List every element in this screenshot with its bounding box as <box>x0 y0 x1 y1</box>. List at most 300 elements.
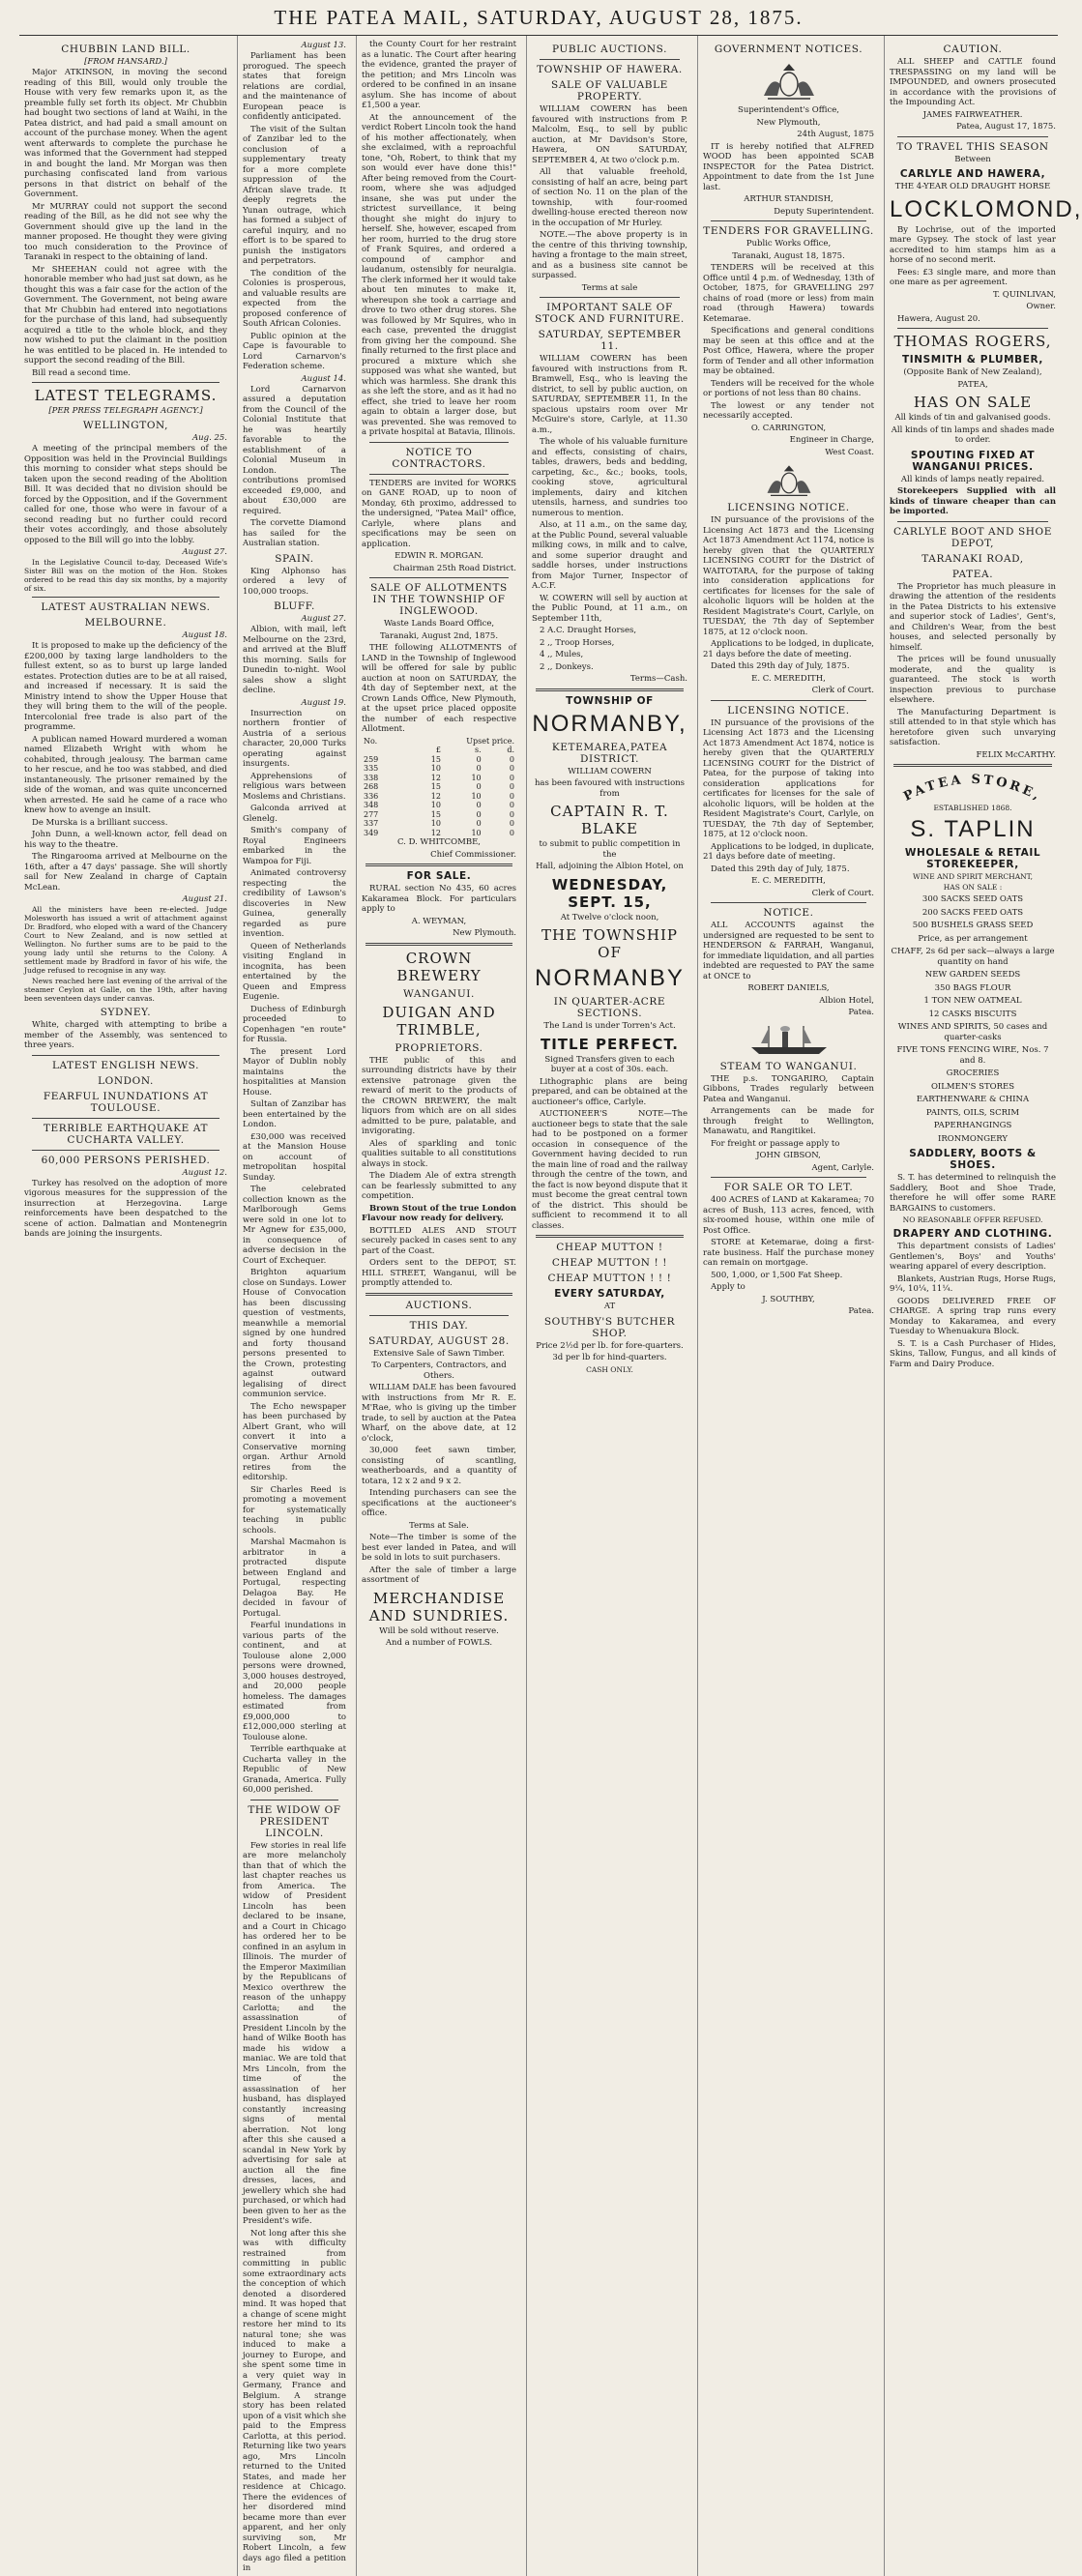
divider <box>366 1293 512 1296</box>
table-cell: 0 <box>509 828 514 837</box>
headline-normanby: NORMANBY, <box>532 710 687 737</box>
divider <box>369 474 509 475</box>
columns <box>19 36 1082 2573</box>
notice-paragraph: For freight or passage apply to <box>711 1138 840 1149</box>
table-header: Upset price. <box>466 736 514 746</box>
agency-note: [PER PRESS TELEGRAPH AGENCY.] <box>48 406 203 416</box>
article-paragraph: The condition of the Colonies is prosperous, and valuable results are expected from the proposed conference of South African Colonies. <box>243 268 346 329</box>
headline-licensing-2: LICENSING NOTICE. <box>727 704 850 717</box>
divider <box>897 328 1048 329</box>
dateline-date: August 18. <box>182 630 227 640</box>
table-cell: 0 <box>476 801 482 809</box>
ad-list-item: 2 ,, Donkeys. <box>540 661 594 672</box>
table-cell: 12 <box>430 773 441 782</box>
svg-text:PATEA STORE, <box>901 773 1044 804</box>
ad-paragraph: Intending purchasers can see the specifications at the auctioneer's office. <box>362 1488 516 1518</box>
notice-paragraph: 500, 1,000, or 1,500 Fat Sheep. <box>711 1270 843 1280</box>
headline-cheap-mutton-3: CHEAP MUTTON ! ! ! <box>547 1273 672 1284</box>
list-item: 12 CASKS BISCUITS <box>928 1009 1017 1019</box>
dateline-date: Aug. 25. <box>192 433 227 443</box>
headline-tinsmith: TINSMITH & PLUMBER, <box>901 354 1044 366</box>
table-cell: 348 <box>364 801 379 809</box>
article-paragraph: De Murska is a brilliant success. <box>32 817 168 828</box>
dateline-date: August 12. <box>182 1167 227 1178</box>
headline-carlyle-hawera: CARLYLE AND HAWERA, <box>899 168 1046 180</box>
headline-saddlery: SADDLERY, BOOTS & SHOES. <box>909 1148 1037 1171</box>
divider <box>897 136 1048 137</box>
article-paragraph: Apprehensions of religious wars between Moslems and Christians. <box>243 771 346 802</box>
ad-signature-title: Patea, August 17, 1875. <box>956 122 1056 132</box>
ad-paragraph: All kinds of tin and galvanised goods. <box>894 413 1051 423</box>
ad-list-item: 4 ,, Mules, <box>540 650 584 659</box>
ad-paragraph: Price 2½d per lb. for fore-quarters. <box>536 1340 684 1351</box>
column-6 <box>884 36 1082 2576</box>
ad-paragraph: Fees: £3 single mare, and more than one mare as per agreement. <box>890 267 1056 287</box>
article-paragraph: It is proposed to make up the deficiency of the £200,000 by taxing large landholders to the fullest extent, so as to burst up large landed estates. Protection duties are to be at all raised, and increased if necessary. It is said the Ministry intend to show the Upper House that they will bring them to the will of the people. Intercolonial free trade is also part of the programme. <box>24 641 227 732</box>
notice-paragraph: ALL ACCOUNTS against the undersigned are requested to be sent to HENDERSON & FARRAH, Wanganui, for immediate liquidation, and all parties indebted are requested to PAY the same at ONCE to <box>703 921 874 981</box>
list-item: IRONMONGERY <box>937 1133 1009 1144</box>
office-line: New Plymouth, <box>756 117 821 128</box>
list-item: GROCERIES <box>946 1068 1000 1078</box>
table-header-row <box>362 737 516 746</box>
notice-signature-title: West Coast. <box>825 447 874 457</box>
divider <box>366 943 512 946</box>
headline-hawera: TOWNSHIP OF HAWERA. <box>537 64 683 75</box>
ad-signature: FELIX McCARTHY. <box>976 749 1056 760</box>
ad-paragraph: All kinds of tin lamps and shades made to order. <box>891 424 1055 445</box>
headline-perished: 60,000 PERSONS PERISHED. <box>41 1154 211 1166</box>
article-paragraph: A publican named Howard murdered a woman named Elizabeth Wright with whom he cohabited, through jealousy. The barman came to her rescue, and he too was stabbed, and died instantaneously. The prisoner remained by the side of the woman, and was quite unconcerned when arrested. He said he came of a race who knew how to avenge an insult. <box>24 734 227 815</box>
article-paragraph: Lord Carnarvon assured a deputation from the Council of the Colonial Institute that he was heartily favorable to the establishment of a Colonial Museum in London. The contributions promised exceeded £9,000, and about £30,000 are required. <box>243 384 346 516</box>
headline-taplin: S. TAPLIN <box>910 816 1036 842</box>
column-4 <box>526 36 691 2576</box>
headline-earthquake: TERRIBLE EARTHQUAKE AT CUCHARTA VALLEY. <box>43 1122 209 1146</box>
ad-paragraph: This department consists of Ladies' Gentlemen's, Boys' and Youths' wearing apparel of every description. <box>890 1242 1056 1272</box>
table-cell: 0 <box>476 764 482 773</box>
ad-paragraph: HAS ON SALE : <box>943 883 1003 892</box>
article-paragraph: The visit of the Sultan of Zanzibar led to the conclusion of a supplementary treaty for a more complete suppression of the African slave trade. It deeply regrets the Yunan outrage, which has formed a subject of careful inquiry, and no effort is to be spared to punish the instigators and perpetrators. <box>243 124 346 266</box>
table-cell: 15 <box>430 809 441 819</box>
headline-normanby-2: NORMANBY <box>535 965 685 991</box>
stock-list <box>890 894 1056 1144</box>
ad-paragraph: PATEA, <box>957 379 988 390</box>
headline-toulouse: FEARFUL INUNDATIONS AT TOULOUSE. <box>43 1090 209 1114</box>
dateline-place: WELLINGTON, <box>82 420 169 431</box>
headline-government-notices: GOVERNMENT NOTICES. <box>714 44 863 55</box>
notice-paragraph: Dated this 29th day of July, 1875. <box>711 864 850 874</box>
divider <box>893 764 1052 767</box>
ad-signature: A. WEYMAN, <box>411 916 467 926</box>
office-line: Public Works Office, <box>746 239 832 249</box>
article-paragraph: Animated controversy respecting the credibility of Lawson's discoveries in New Guinea, generally regarded as pure invention. <box>243 868 346 939</box>
list-item: FIVE TONS FENCING WIRE, Nos. 7 and 8. <box>896 1045 1049 1066</box>
notice-paragraph: IN pursuance of the provisions of the Licensing Act 1873 and the Licensing Act 1873 Amendment Act 1174, notice is hereby given that the QUARTERLY LICENSING COURT for the District of WAITOTARA, for the purpose of taking into consideration applications for certificates for licenses for the sale of alcoholic liquors will be holden at the Resident Magistrate's Court, Carlyle, on TUESDAY, the 7th day of September 1875, at 12 o'clock noon. <box>703 515 874 637</box>
allotment-rows <box>362 755 516 838</box>
headline-sections: IN QUARTER-ACRE SECTIONS. <box>553 996 666 1019</box>
brewery-proprietors: PROPRIETORS. <box>395 1041 483 1054</box>
table-cell: 349 <box>364 828 379 837</box>
column-1 <box>19 36 231 2576</box>
headline-locklomond: LOCKLOMOND, <box>890 195 1082 222</box>
table-header: No. <box>364 736 378 746</box>
ad-paragraph: All kinds of lamps neatly repaired. <box>900 474 1045 484</box>
office-line: 24th August, 1875 <box>797 130 874 139</box>
table-cell: 10 <box>430 764 441 773</box>
allotment-table <box>362 737 516 838</box>
table-cell: 10 <box>471 773 482 782</box>
ad-paragraph: Signed Transfers given to each buyer at a cost of 30s. each. <box>544 1054 675 1074</box>
list-item: NEW GARDEN SEEDS <box>924 970 1021 980</box>
table-cell: 12 <box>430 828 441 837</box>
table-cell: 0 <box>509 782 514 791</box>
article-paragraph: News reached here last evening of the arrival of the steamer Ceylon at Galle, on the 19th, after having been seventeen days under canvas. <box>24 977 227 1003</box>
notice-signature-title: Patea. <box>848 1306 874 1316</box>
office-line: Superintendent's Office, <box>738 105 839 115</box>
list-item: WINES AND SPIRITS, 50 cases and quarter-casks <box>897 1022 1048 1042</box>
store-arc-text: PATEA STORE, <box>901 772 1044 804</box>
notice-paragraph: STORE at Ketemarae, doing a first-rate business. Half the purchase money can remain on mortgage. <box>703 1238 874 1268</box>
list-item: EARTHENWARE & CHINA <box>916 1095 1030 1104</box>
notice-paragraph: Arrangements can be made for through freight to Wellington, Manawatu, and Rangitikei. <box>703 1106 874 1136</box>
ad-paragraph: 30,000 feet sawn timber, consisting of scantling, weatherboards, and a quantity of totara, 12 x 2 and 9 x 2. <box>362 1446 516 1486</box>
ad-paragraph: Terms at Sale. <box>409 1520 469 1531</box>
headline-steam: STEAM TO WANGANUI. <box>719 1060 858 1072</box>
list-item: Price, as per arrangement <box>918 933 1028 944</box>
brewery-place: WANGANUI. <box>403 987 475 1000</box>
notice-signature-title: Deputy Superintendent. <box>774 206 874 217</box>
notice-paragraph: IT is hereby notified that ALFRED WOOD has been appointed SCAB INSPECTOR for the Patea District. Appointment to date from the 1st June last. <box>703 141 874 192</box>
table-cell: 259 <box>364 754 379 764</box>
ad-paragraph: Ales of sparkling and tonic qualities suitable to all constitutions always in stock. <box>362 1138 516 1169</box>
ad-signature: T. QUINLIVAN, <box>992 289 1056 300</box>
article-paragraph: Fearful inundations in various parts of the continent, and at Toulouse alone 2,000 persons were drowned, 3,000 houses destroyed, and 20,000 people homeless. The damages estimated from £9,000,000 to £12,000,000 sterling at Toulouse alone. <box>243 1621 346 1742</box>
notice-paragraph: Tenders will be received for the whole or portions of not less than 80 chains. <box>703 378 874 398</box>
table-cell: 0 <box>509 809 514 819</box>
column-2 <box>237 36 350 2576</box>
ad-signature-title: New Plymouth. <box>453 928 516 938</box>
table-cell: 0 <box>509 791 514 801</box>
notice-signature-title: Albion Hotel, <box>819 995 874 1006</box>
headline-licensing-1: LICENSING NOTICE. <box>727 502 850 513</box>
headline-merchandise: MERCHANDISE AND SUNDRIES. <box>368 1589 510 1625</box>
ad-paragraph: Storekeepers Supplied with all kinds of tinware cheaper than can be imported. <box>890 486 1056 516</box>
ad-paragraph: Also, at 11 a.m., on the same day, at the Public Pound, several valuable milking cows, in milk and to calve, and some superior draught and saddle horses, under instructions from Major Turner, Inspector of A.C.F. <box>532 520 687 591</box>
article-paragraph: Duchess of Edinburgh proceeded to Copenhagen "en route" for Russia. <box>243 1004 346 1044</box>
list-item: OILMEN'S STORES <box>930 1081 1015 1092</box>
article-paragraph: Turkey has resolved on the adoption of more vigorous measures for the suppression of the insurrection at Herzegovina. Large reinforcements have been despatched to the scene of action. Dalmatian and Montenegrin bands are joining the insurgents. <box>24 1178 227 1239</box>
dateline-date: August 21. <box>182 894 227 904</box>
table-row <box>362 782 516 792</box>
headline-contractors: NOTICE TO CONTRACTORS. <box>392 446 486 470</box>
notice-paragraph: IN pursuance of the provisions of the Licensing Act 1873 and the Licensing Act 1873 Amendment Act 1874, notice is hereby given that the QUARTERLY LICENSING COURT for the District of Patea, for the purpose of taking into consideration applications for certificates for licenses for the sale of alcoholic liquors, will be holden at the Resident Magistrate's Court, Carlyle, on TUESDAY, the 7th day of September, 1875, at 12 o'clock noon. <box>703 717 874 839</box>
table-cell: 15 <box>430 782 441 791</box>
ad-paragraph: TENDERS are invited for WORKS on GANE ROAD, up to noon of Monday, 6th proximo, addressed to the undersigned, "Patea Mail" office, Carlyle, where plans and specifications may be seen on application. <box>362 478 516 549</box>
divider <box>897 521 1048 522</box>
headline-caution: CAUTION. <box>943 44 1003 55</box>
notice-signature: ARTHUR STANDISH, <box>744 194 833 204</box>
notice-paragraph: Dated this 29th day of July, 1875. <box>711 661 850 671</box>
headline-drapery: DRAPERY AND CLOTHING. <box>892 1228 1053 1240</box>
ad-paragraph: THE 4-YEAR OLD DRAUGHT HORSE <box>894 182 1051 191</box>
notice-paragraph: Specifications and general conditions may be seen at this office and at the Post Office, Hawera, where the proper form of Tender and all other information may be obtained. <box>703 326 874 376</box>
table-row <box>362 819 516 829</box>
table-unit: d. <box>507 746 514 754</box>
notice-signature: E. C. MEREDITH, <box>751 673 826 684</box>
table-cell: 0 <box>509 754 514 764</box>
notice-signature-title: Patea. <box>848 1008 874 1017</box>
office-line: Waste Lands Board Office, <box>383 619 495 629</box>
table-cell: 10 <box>471 791 482 801</box>
ad-paragraph: Terms at sale <box>581 282 638 293</box>
ad-paragraph: WILLIAM COWERN <box>568 766 652 776</box>
article-paragraph: White, charged with attempting to bribe a member of the Assembly, was sentenced to three years. <box>24 1020 227 1050</box>
headline-stock-sale: IMPORTANT SALE OF STOCK AND FURNITURE. <box>535 302 685 325</box>
store-arc-banner <box>890 771 1056 804</box>
headline-title-perfect: TITLE PERFECT. <box>540 1035 680 1053</box>
headline-auctions: AUCTIONS. <box>405 1299 473 1311</box>
table-cell: 336 <box>364 791 379 801</box>
ad-paragraph: WINE AND SPIRIT MERCHANT, <box>913 872 1033 881</box>
article-paragraph: At the announcement of the verdict Robert Lincoln took the hand of his mother affectionately, when she exclaimed, with a reproachful tone, "Oh, Robert, to think that my son would ever have done this!" After being removed from the Court-room, where she was adjudged insane, she was put under the strictest surveillance, it being thought she might do injury to herself. She, however, escaped from her room, hurried to the drug store of Frank Squires, and ordered a compound of camphor and laudanum, ostensibly for neuralgia. The clerk informed her it would take about ten minutes to make it, whereupon she took a carriage and drove to two other drug stores. She was followed by Mr Squires, who in each case, prevented the druggist from giving her the compound. She finally returned to the first place and procured a mixture which she supposed was what she wanted, but which was harmless. She drank this as she left the store, and as it had no effect, she tried to leave her room again to obtain a larger dose, but was prevented. She was removed to a private hospital at Batavia, Illinois. <box>362 112 516 437</box>
ad-paragraph: THE following ALLOTMENTS of LAND in the Township of Inglewood will be offered for sale by public auction at noon on SATURDAY, the 4th day of September next, at the Crown Lands Office, New Plymouth, at the upset price placed opposite the number of each respective Allotment. <box>362 643 516 734</box>
headline-lincoln: THE WIDOW OF PRESIDENT LINCOLN. <box>248 1803 341 1839</box>
royal-crest-icon <box>703 461 874 498</box>
divider <box>711 220 866 221</box>
article-paragraph: Not long after this she was with difficulty restrained from committing in public some extraordinary acts the conception of which denoted a disordered mind. It was hoped that a change of scene might restore her mind to its natural tone; she was induced to make a journey to Europe, and she spent some time in a very quiet way in Germany, France and Belgium. A strange story has been related upon of a visit which she paid to the Empress Carlotta, at this period. Returning like two years ago, Mrs Lincoln returned to the United States, and made her residence at Chicago. There the evidences of her disordered mind became more than ever apparent, and her only surviving son, Mr Robert Lincoln, a few days ago filed a petition in <box>243 2228 346 2573</box>
article-paragraph: Mr SHEEHAN could not agree with the honorable member who had just sat down, as he thought this was a fair case for the action of the Government. The Government, not being aware that Mr Chubbin had entered into negotiations for the purchase of this land, had subsequently acquired a title to the whole block, and they now wished to put the claimant in the position he was entitled to be placed in. He intended to support the second reading of the Bill. <box>24 264 227 366</box>
headline-wednesday: WEDNESDAY, SEPT. 15, <box>551 875 668 911</box>
table-cell: 10 <box>471 828 482 837</box>
ad-paragraph: Extensive Sale of Sawn Timber. <box>373 1348 505 1359</box>
article-paragraph: Albion, with mail, left Melbourne on the 23rd, and arrived at the Bluff this morning. Sails for Dunedin to-night. Wool sales show a slight decline. <box>243 625 346 695</box>
headline-captain: CAPTAIN R. T. BLAKE <box>550 803 669 837</box>
brewery-owners: DUIGAN AND TRIMBLE, <box>382 1003 496 1039</box>
list-item: PAPERHANGINGS <box>933 1121 1012 1130</box>
table-unit: s. <box>475 746 482 754</box>
ad-paragraph: WILLIAM COWERN has been favoured with instructions from R. Bramwell, Esq., who is leaving the district, to sell by public auction, on SATURDAY, SEPTEMBER 11, In the spacious upstairs room over Mr McGuire's store, Carlyle, at 11.30 a.m., <box>532 354 687 435</box>
ad-paragraph: Note—The timber is some of the best ever landed in Patea, and will be sold in lots to suit purchasers. <box>362 1533 516 1563</box>
article-paragraph: Mr MURRAY could not support the second reading of the Bill, as he did not see why the Government should give up the land in the manner proposed. He thought they were giving too much consideration to the Province of Taranaki in respect to the obtaining of land. <box>24 201 227 262</box>
ad-paragraph: THE public of this and surrounding districts have by their extensive patronage given the reward of merit to the products of the CROWN BREWERY, the malt liquors from which are on all sides admitted to be pure, palatable, and invigorating. <box>362 1055 516 1136</box>
headline-travel: TO TRAVEL THIS SEASON <box>896 140 1049 153</box>
article-paragraph: Parliament has been prorogued. The speech states that foreign relations are cordial, and the maintenance of European peace is confidently anticipated. <box>243 51 346 122</box>
notice-paragraph: TENDERS will be received at this Office until 4 p.m. of Wednesday, 13th of October, 1875, for GRAVELLING 297 chains of road (more or less) from main road (through Hawera) towards Ketemarae. <box>703 263 874 324</box>
notice-paragraph: Applications to be lodged, in duplicate, 21 days before the date of meeting. <box>703 639 874 659</box>
article-paragraph: King Alphonso has ordered a levy of 100,000 troops. <box>243 566 346 597</box>
article-paragraph: Sir Charles Reed is promoting a movement for systematically teaching in public schools. <box>243 1484 346 1536</box>
table-cell: 335 <box>364 764 379 773</box>
notice-signature: E. C. MEREDITH, <box>751 876 826 886</box>
list-item: 1 TON NEW OATMEAL <box>923 996 1022 1006</box>
notice-signature: O. CARRINGTON, <box>750 423 827 433</box>
headline-notice: NOTICE. <box>763 907 814 919</box>
list-item: 500 BUSHELS GRASS SEED <box>912 921 1034 930</box>
ad-paragraph: The prices will be found unusually moderate, and the quality is guaranteed. The stock is worth inspection previous to purchase elsewhere. <box>890 655 1056 705</box>
table-cell: 0 <box>476 782 482 791</box>
dateline-place: LONDON. <box>98 1074 154 1087</box>
divider <box>369 442 509 443</box>
article-paragraph: In the Legislative Council to-day, Deceased Wife's Sister Bill was on the motion of the Hon. Stokes ordered to be read this day six months, by a majority of six. <box>24 558 227 593</box>
ad-paragraph: WILLIAM DALE has been favoured with instructions from Mr R. E. M'Rae, who is giving up the timber trade, to sell by auction at the Patea Wharf, on the above date, at 12 o'clock, <box>362 1383 516 1444</box>
divider <box>711 700 866 701</box>
headline-has-on-sale: HAS ON SALE <box>913 394 1033 411</box>
divider <box>536 688 684 691</box>
headline-this-day: THIS DAY. <box>409 1319 469 1332</box>
article-paragraph: the County Court for her restraint as a lunatic. The Court after hearing the evidence, granted the prayer of the petition; and Mrs Lincoln was ordered to be confined in an insane asylum. She has income of about £1,500 a year. <box>362 40 516 110</box>
office-line: Taranaki, August 18, 1875. <box>732 250 845 261</box>
source-note: [FROM HANSARD.] <box>84 57 167 67</box>
ad-paragraph: NO REASONABLE OFFER REFUSED. <box>902 1215 1043 1224</box>
divider <box>32 597 219 598</box>
ad-signature: C. D. WHITCOMBE, <box>396 837 482 847</box>
ad-paragraph: GOODS DELIVERED FREE OF CHARGE. A spring trap runs every Monday to Kakaramea, and every Tuesday to Whenuakura Block. <box>890 1296 1056 1336</box>
ad-paragraph: Orders sent to the DEPOT, ST. HILL STREET, Wanganui, will be promptly attended to. <box>362 1258 516 1288</box>
table-row <box>362 764 516 774</box>
table-cell: 0 <box>476 819 482 828</box>
list-item: 200 SACKS FEED OATS <box>921 907 1024 918</box>
table-row <box>362 810 516 820</box>
ad-paragraph: At Twelve o'clock noon, <box>560 912 659 922</box>
notice-signature: ROBERT DANIELS, <box>747 983 830 993</box>
headline-cheap-mutton-2: CHEAP MUTTON ! ! <box>551 1257 668 1269</box>
notice-paragraph: The lowest or any tender not necessarily accepted. <box>703 400 874 421</box>
divider <box>32 1055 219 1056</box>
ad-paragraph: S. T. is a Cash Purchaser of Hides, Skins, Tallow, Fungus, and all kinds of Farm and Dairy Produce. <box>890 1338 1056 1369</box>
divider <box>540 297 680 298</box>
notice-signature-title: Clerk of Court. <box>811 888 874 898</box>
headline-spouting: SPOUTING FIXED AT WANGANUI PRICES. <box>910 449 1036 473</box>
table-row <box>362 755 516 765</box>
headline-township-of: TOWNSHIP OF <box>566 694 654 707</box>
article-paragraph: The Ringarooma arrived at Melbourne on the 16th, after a 47 days' passage. She will shortly sail for New Zealand in charge of Captain McLean. <box>24 852 227 893</box>
headline-the-township: THE TOWNSHIP OF <box>541 926 679 961</box>
ad-paragraph: to submit to public competition in the <box>539 839 681 860</box>
ad-paragraph: WILLIAM COWERN has been favoured with instructions from P. Malcolm, Esq., to sell by public auction, at Mr Davidson's Store, Hawera, ON SATURDAY, SEPTEMBER 4, At two o'clock p.m. <box>532 104 687 165</box>
ad-paragraph: 3d per lb for hind-quarters. <box>552 1353 667 1362</box>
table-row <box>362 774 516 783</box>
ad-signature: JAMES FAIRWEATHER. <box>922 109 1023 120</box>
divider <box>369 577 509 578</box>
article-paragraph: The celebrated collection known as the Marlborough Gems were sold in one lot to Mr Agnew for £35,000, in consequence of adverse decision in the Court of Exchequer. <box>243 1185 346 1266</box>
article-paragraph: All the ministers have been re-elected. Judge Molesworth has issued a writ of attachment against Dr. Bradford, who eloped with a ward of the Chancery Court to New Zealand, and is now settled at Wellington. No further sums are to be paid to the young lady until she returns to the Colony. A settlement made by Bradford in favor of his wife, the Judge refused to recognise in any way. <box>24 905 227 975</box>
ad-paragraph: BOTTLED ALES AND STOUT securely packed in cases sent to any part of the Coast. <box>362 1225 516 1256</box>
ad-paragraph: RURAL section No 435, 60 acres Kakaramea Block. For particulars apply to <box>362 884 516 914</box>
article-paragraph: Public opinion at the Cape is favourable to Lord Carnarvon's Federation scheme. <box>243 331 346 371</box>
headline-for-sale: FOR SALE. <box>406 870 472 882</box>
table-row <box>362 829 516 838</box>
list-item: PAINTS, OILS, SCRIM <box>925 1107 1020 1118</box>
notice-signature-title: Engineer in Charge, <box>789 435 874 445</box>
headline-public-auctions: PUBLIC AUCTIONS. <box>551 44 668 55</box>
divider <box>711 902 866 903</box>
headline-telegrams: LATEST TELEGRAMS. <box>34 387 218 404</box>
article-paragraph: Bill read a second time. <box>32 367 131 378</box>
ad-paragraph: The Proprietor has much pleasure in drawing the attention of the residents in the Patea Districts to his extensive and superior stock of Ladies', Gent's, and Children's Wear, from the best houses, and selected personally by himself. <box>890 581 1056 653</box>
ad-paragraph: Terms—Cash. <box>629 674 687 684</box>
ad-signature: EDWIN R. MORGAN. <box>395 551 483 561</box>
table-cell: 0 <box>509 819 514 828</box>
article-paragraph: Brighton aquarium close on Sundays. Lower House of Convocation has been discussing question of vestments, meanwhile a memorial signed by one hundred and forty thousand persons presented to the Crown, protesting against outward legalising of direct communion service. <box>243 1268 346 1399</box>
article-paragraph: A meeting of the principal members of the Opposition was held in the Provincial Buildings this morning to consider what steps should be taken upon the second reading of the Abolition Bill. It was decided that no division should be forced by the Opposition, and if the Government called for one, those who were in favour of a second reading but no further could record their votes accordingly, and those absolutely opposed to the Bill will go into the lobby. <box>24 444 227 545</box>
ad-paragraph: Lithographic plans are being prepared, and can be obtained at the auctioneer's office, Carlyle. <box>532 1076 687 1107</box>
headline-cheap-mutton-1: CHEAP MUTTON ! <box>556 1242 663 1253</box>
notice-signature-title: Agent, Carlyle. <box>811 1162 874 1173</box>
headline-every-saturday: EVERY SATURDAY, <box>554 1288 665 1300</box>
ad-paragraph: AUCTIONEER'S NOTE—The auctioneer begs to state that the sale had to be postponed on a former occasion in consequence of the Government having decided to run the main line of road and the railway through the centre of the town, and the fact is now beyond dispute that it must become the great central town of the district. This should be sufficient to recommend it to all classes. <box>532 1109 687 1231</box>
notice-paragraph: THE p.s. TONGARIRO, Captain Gibbons, Trades regularly between Patea and Wanganui. <box>703 1073 874 1104</box>
headline-for-sale-let: FOR SALE OR TO LET. <box>723 1182 854 1193</box>
table-cell: 338 <box>364 773 379 782</box>
office-line: Taranaki, August 2nd, 1875. <box>379 630 499 641</box>
ad-paragraph: (Opposite Bank of New Zealand), <box>903 367 1042 377</box>
article-paragraph: Marshal Macmahon is arbitrator in a protracted dispute between England and Portugal, respecting Delagoa Bay. He decided in favour of Portugal. <box>243 1537 346 1619</box>
ad-paragraph: Between <box>954 154 991 164</box>
divider <box>32 382 219 383</box>
table-cell: 0 <box>509 773 514 782</box>
ad-paragraph: All that valuable freehold, consisting of half an acre, being part of section No. 11 on the plan of the township, with four-roomed dwelling-house erected thereon now in the occupation of Mr Hurley. <box>532 167 687 228</box>
dateline-date: August 27. <box>301 614 346 624</box>
article-paragraph: Insurrection on northern frontier of Austria of a serious character, 20,000 Turks operating against insurgents. <box>243 708 346 769</box>
ad-paragraph: The Diadem Ale of extra strength can be fearlessly submitted to any competition. <box>362 1171 516 1201</box>
dateline-date: August 19. <box>301 697 346 708</box>
headline-english-news: LATEST ENGLISH NEWS. <box>51 1059 200 1071</box>
divider <box>366 864 512 866</box>
article-paragraph: John Dunn, a well-known actor, fell dead on his way to the theatre. <box>24 830 227 850</box>
divider <box>369 1315 509 1316</box>
headline-chubbin: CHUBBIN LAND BILL. <box>61 44 190 55</box>
article-paragraph: Few stories in real life are more melancholy than that of which the last chapter reaches us from America. The widow of President Lincoln has been declared to be insane, and a Court in Chicago has ordered her to be confined in an asylum in Illinois. The murder of the Emperor Maximilian by the Republicans of Mexico overthrew the reason of the unhappy Carlotta; and the assassination of President Lincoln by the hand of Wilke Booth has made his widow a maniac. We are told that Mrs Lincoln, from the time of the assassination of her husband, has displayed constantly increasing signs of mental aberration. Not long after this she caused a scandal in New York by advertising for sale at auction all the fine dresses, laces, and jewellery which she had purchased, or which had been given to her as the President's wife. <box>243 1840 346 2226</box>
article-paragraph: £30,000 was received at the Mansion House on account of metropolitan hospital Sunday. <box>243 1131 346 1183</box>
headline-brewery: CROWN BREWERY <box>396 949 482 984</box>
ad-paragraph: AT <box>603 1302 616 1311</box>
notice-signature: J. SOUTHBY, <box>762 1294 815 1304</box>
ad-paragraph: The Land is under Torren's Act. <box>543 1021 676 1031</box>
notice-signature: JOHN GIBSON, <box>756 1151 821 1160</box>
article-paragraph: The Echo newspaper has been purchased by Albert Grant, who will convert it into a Conservative morning organ. Arthur Arnold retires from the editorship. <box>243 1401 346 1482</box>
headline-taranaki-road: TARANAKI ROAD, <box>921 552 1024 565</box>
article-paragraph: Sultan of Zanzibar has been entertained by the London. <box>243 1099 346 1129</box>
ad-list-item: 2 ,, Troop Horses, <box>540 637 615 648</box>
divider <box>32 1150 219 1151</box>
column-3 <box>356 36 520 2576</box>
notice-paragraph: Apply to <box>711 1282 746 1292</box>
dateline-date: August 14. <box>301 373 346 384</box>
royal-crest-icon <box>703 59 874 102</box>
ad-paragraph: The whole of his valuable furniture and effects, consisting of chairs, tables, drawers, beds and bedding, carpeting, &c., &c.; books, tools, cooking stove, agricultural implements, dairy and kitchen utensils, harness, and sundries too numerous to mention. <box>532 437 687 518</box>
ad-paragraph: CASH ONLY. <box>586 1364 633 1374</box>
ad-paragraph: By Lochrise, out of the imported mare Gypsey. The stock of last year accredited to him stamps him as a horse of no second merit. <box>890 224 1056 265</box>
table-cell: 15 <box>430 754 441 764</box>
article-paragraph: Galconda arrived at Glenelg. <box>243 804 346 824</box>
headline-gravelling: TENDERS FOR GRAVELLING. <box>703 225 874 237</box>
table-cell: 337 <box>364 819 379 828</box>
headline-date: SATURDAY, AUGUST 28. <box>368 1334 510 1347</box>
table-unit <box>362 746 402 755</box>
article-paragraph: Terrible earthquake at Cucharta valley in the Republic of New Granada, America. Fully 60,000 perished. <box>243 1744 346 1795</box>
ad-paragraph: S. T. has determined to relinquish the Saddlery, Boot and Shoe Trade, therefore he will offer some RARE BARGAINS to customers. <box>890 1173 1056 1214</box>
ad-paragraph: Blankets, Austrian Rugs, Horse Rugs, 9¼, 10¼, 11¼. <box>890 1273 1056 1294</box>
list-item: CHAFF, 2s 6d per sack—always a large quantity on hand <box>891 947 1055 967</box>
ad-signature-title: Chief Commissioner. <box>430 849 516 860</box>
headline-sydney: SYDNEY. <box>100 1007 152 1018</box>
headline-property: SALE OF VALUABLE PROPERTY. <box>551 79 668 102</box>
notice-paragraph: Applications to be lodged, in duplicate, 21 days before date of meeting. <box>703 841 874 862</box>
article-paragraph: Major ATKINSON, in moving the second reading of this Bill, would only trouble the House with very few remarks upon it, as the preamble fully set forth its object. Mr Chubbin had bought two sections of land at Waihi, in the Patea district, and had paid a small amount on account of the purchase money. When the agent went afterwards to complete the purchase he was informed that the Government had stepped in and bought the land. Mr Morgan was then purchasing confiscated land from various persons in that district on behalf of the Government. <box>24 68 227 199</box>
headline-boot-depot: CARLYLE BOOT AND SHOE DEPOT, <box>893 525 1052 549</box>
ad-list-item: 2 A.C. Draught Horses, <box>540 626 637 635</box>
divider <box>536 1235 684 1238</box>
dateline-date: August 13. <box>301 41 346 50</box>
